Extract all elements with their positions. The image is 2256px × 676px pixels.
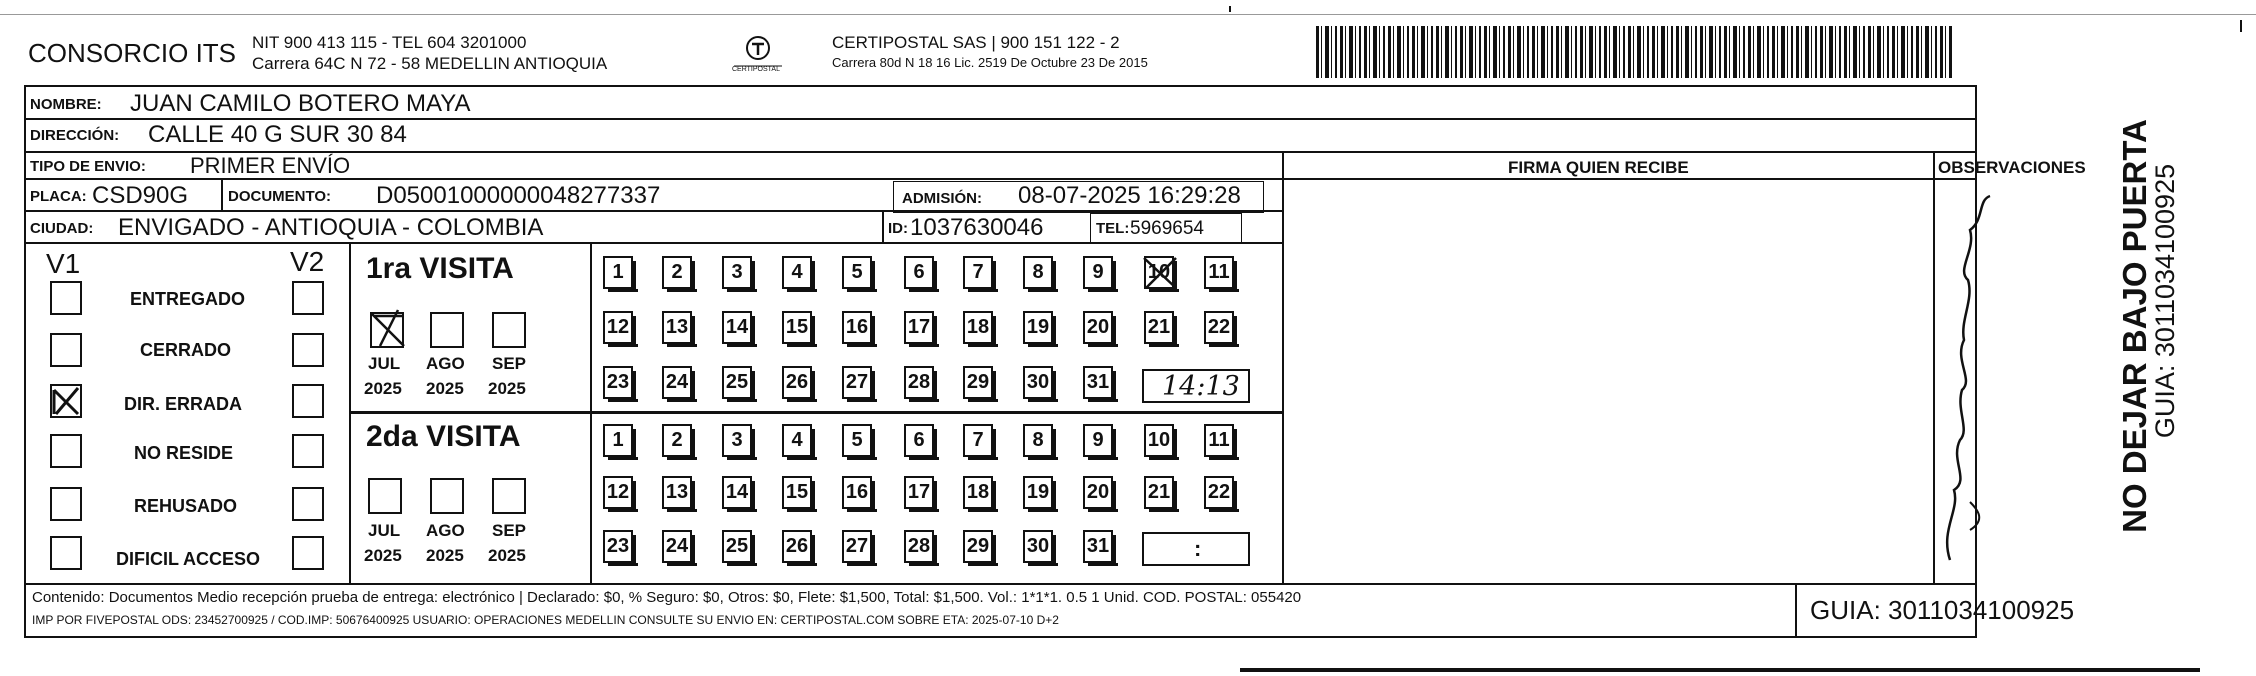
status-label: REHUSADO: [134, 496, 238, 516]
year-label: 2025: [426, 379, 464, 398]
top-edge: [0, 14, 2256, 15]
v2-checkbox[interactable]: [292, 384, 324, 418]
year-label: 2025: [488, 546, 526, 565]
first-visit-day-box[interactable]: 21: [1144, 311, 1174, 344]
bottom-edge: [1240, 668, 2200, 672]
second-visit-day-box[interactable]: 4: [782, 424, 812, 457]
first-visit-day-box[interactable]: 20: [1083, 311, 1113, 344]
month-label: AGO: [426, 521, 465, 540]
second-visit-day-box[interactable]: 21: [1144, 476, 1174, 509]
first-visit-day-box[interactable]: 19: [1023, 311, 1053, 344]
month-checkbox[interactable]: [430, 312, 464, 348]
ciudad-label: CIUDAD:: [30, 220, 94, 237]
second-visit-day-box[interactable]: 5: [842, 424, 872, 457]
first-visit-day-box[interactable]: 1: [603, 256, 633, 289]
second-visit-day-box[interactable]: 22: [1204, 476, 1234, 509]
first-visit-day-box[interactable]: 25: [722, 366, 752, 399]
first-visit-time: 14:13: [1162, 371, 1240, 402]
second-visit-day-box[interactable]: 27: [842, 530, 872, 563]
first-visit-day-box[interactable]: 3: [722, 256, 752, 289]
second-visit-day-box[interactable]: 12: [603, 476, 633, 509]
v2-header: V2: [290, 246, 325, 277]
first-visit-day-box[interactable]: 5: [842, 256, 872, 289]
certipostal-line: CERTIPOSTAL SAS | 900 151 122 - 2: [832, 33, 1120, 52]
second-visit-day-box[interactable]: 6: [904, 424, 934, 457]
second-visit-day-box[interactable]: 24: [662, 530, 692, 563]
second-visit-day-box[interactable]: 20: [1083, 476, 1113, 509]
second-visit-day-box[interactable]: 7: [963, 424, 993, 457]
contenido-text: Contenido: Documentos Medio recepción prueba de entrega: electrónico | Declarado: $0, % Seguro: $0, Otros: $0, Flete: $1,500, Total: $1,500. Vol.: 1*1*1. 0.5 1 Unid. COD. POSTAL: 055420: [32, 589, 1302, 606]
check-mark-icon: [1140, 252, 1180, 292]
first-visit-time-box[interactable]: [1142, 369, 1250, 403]
v2-checkbox[interactable]: [292, 434, 324, 468]
status-label: DIFICIL ACCESO: [116, 549, 261, 569]
status-label: CERRADO: [140, 340, 232, 360]
second-visit-day-box[interactable]: 3: [722, 424, 752, 457]
first-visit-day-box[interactable]: 2: [662, 256, 692, 289]
first-visit-day-box[interactable]: 8: [1023, 256, 1053, 289]
first-visit-day-box[interactable]: 6: [904, 256, 934, 289]
id-value: 1037630046: [910, 214, 1044, 241]
second-visit-day-box[interactable]: 14: [722, 476, 752, 509]
first-visit-day-box[interactable]: 30: [1023, 366, 1053, 399]
no-dejar-text: NO DEJAR BAJO PUERTA: [2116, 119, 2153, 533]
second-visit-day-box[interactable]: 23: [603, 530, 633, 563]
year-label: 2025: [364, 379, 402, 398]
second-visit-day-box[interactable]: 26: [782, 530, 812, 563]
v1-checkbox[interactable]: [50, 434, 82, 468]
observaciones-signature: [1930, 190, 2000, 570]
documento-value: D05001000000048277337: [376, 182, 661, 209]
year-label: 2025: [426, 546, 464, 565]
second-visit-time-box[interactable]: [1142, 532, 1250, 566]
right-mark: [2240, 20, 2242, 32]
second-visit-day-box[interactable]: 9: [1083, 424, 1113, 457]
certipostal-logo: CERTIPOSTAL: [730, 34, 786, 76]
mark: [1229, 6, 1231, 12]
tipo-value: PRIMER ENVÍO: [190, 153, 351, 178]
v1-header: V1: [46, 248, 81, 279]
nombre-label: NOMBRE:: [30, 96, 102, 113]
certipostal-address: Carrera 80d N 18 16 Lic. 2519 De Octubre 23 De 2015: [832, 55, 1148, 70]
second-visit-day-box[interactable]: 19: [1023, 476, 1053, 509]
month-checkbox[interactable]: [368, 478, 402, 514]
second-visit-day-box[interactable]: 30: [1023, 530, 1053, 563]
month-checkbox[interactable]: [492, 478, 526, 514]
second-visit-day-box[interactable]: 17: [904, 476, 934, 509]
first-visit-day-box[interactable]: 17: [904, 311, 934, 344]
month-label: SEP: [492, 354, 527, 373]
first-visit-day-box[interactable]: 29: [963, 366, 993, 399]
month-label: JUL: [368, 521, 401, 540]
month-checkbox-checked[interactable]: [370, 312, 404, 348]
observaciones-header: OBSERVACIONES: [1938, 158, 2086, 177]
nombre-value: JUAN CAMILO BOTERO MAYA: [130, 90, 471, 117]
check-mark-icon: [368, 306, 408, 346]
direccion-label: DIRECCIÓN:: [30, 127, 120, 144]
first-visit-day-box[interactable]: 14: [722, 311, 752, 344]
second-visit-day-box[interactable]: 8: [1023, 424, 1053, 457]
v2-checkbox[interactable]: [292, 536, 324, 570]
ciudad-value: ENVIGADO - ANTIOQUIA - COLOMBIA: [118, 214, 544, 241]
direccion-value: CALLE 40 G SUR 30 84: [148, 121, 407, 148]
v1-checkbox[interactable]: [50, 333, 82, 367]
status-label: DIR. ERRADA: [124, 394, 243, 414]
second-visit-day-box[interactable]: 31: [1083, 530, 1113, 563]
month-checkbox[interactable]: [430, 478, 464, 514]
first-visit-day-box[interactable]: 16: [842, 311, 872, 344]
v1-checkbox[interactable]: [50, 281, 82, 315]
admision-label: ADMISIÓN:: [902, 190, 982, 207]
second-visit-day-box[interactable]: 16: [842, 476, 872, 509]
first-visit-day-box[interactable]: 23: [603, 366, 633, 399]
first-visit-day-box[interactable]: 4: [782, 256, 812, 289]
side-guia-text: GUIA: 3011034100925: [2150, 163, 2180, 439]
second-visit-day-box[interactable]: 10: [1144, 424, 1174, 457]
imp-text: IMP POR FIVEPOSTAL ODS: 23452700925 / COD.IMP: 50676400925 USUARIO: OPERACIONES MEDELLIN CONSULTE SU ENVIO EN: CERTIPOSTAL.COM SOBRE ETA: 2025-07-10 D+2: [32, 613, 1059, 627]
second-visit-day-box[interactable]: 11: [1204, 424, 1234, 457]
first-visit-day-box[interactable]: 24: [662, 366, 692, 399]
v2-checkbox[interactable]: [292, 487, 324, 521]
first-visit-day-box[interactable]: 31: [1083, 366, 1113, 399]
admision-value: 08-07-2025 16:29:28: [1018, 182, 1241, 209]
tipo-label: TIPO DE ENVIO:: [30, 158, 146, 175]
firma-header: FIRMA QUIEN RECIBE: [1508, 158, 1689, 177]
v1-checkbox[interactable]: [50, 487, 82, 521]
second-visit-time: :: [1194, 536, 1202, 561]
nit-line: NIT 900 413 115 - TEL 604 3201000: [252, 33, 527, 52]
check-mark-icon: [50, 384, 82, 418]
month-checkbox[interactable]: [492, 312, 526, 348]
first-visit-day-box[interactable]: 26: [782, 366, 812, 399]
guia-footer: GUIA: 3011034100925: [1810, 595, 2075, 625]
second-visit-day-box[interactable]: 1: [603, 424, 633, 457]
second-visit-day-box[interactable]: 28: [904, 530, 934, 563]
second-visit-title: 2da VISITA: [366, 420, 521, 453]
first-visit-day-box[interactable]: 13: [662, 311, 692, 344]
first-visit-day-box[interactable]: 11: [1204, 256, 1234, 289]
id-label: ID:: [888, 220, 908, 237]
second-visit-day-box[interactable]: 13: [662, 476, 692, 509]
company-address: Carrera 64C N 72 - 58 MEDELLIN ANTIOQUIA: [252, 54, 608, 73]
second-visit-day-box[interactable]: 2: [662, 424, 692, 457]
second-visit-day-box[interactable]: 15: [782, 476, 812, 509]
first-visit-day-box[interactable]: 27: [842, 366, 872, 399]
v2-checkbox[interactable]: [292, 281, 324, 315]
status-label: NO RESIDE: [134, 443, 234, 463]
first-visit-day-box[interactable]: 7: [963, 256, 993, 289]
v2-checkbox[interactable]: [292, 333, 324, 367]
tel-value: 5969654: [1130, 218, 1204, 239]
second-visit-day-box[interactable]: 18: [963, 476, 993, 509]
status-label: ENTREGADO: [130, 289, 246, 309]
v1-checkbox-checked[interactable]: [50, 384, 82, 418]
first-visit-title: 1ra VISITA: [366, 252, 514, 285]
second-visit-day-box[interactable]: 29: [963, 530, 993, 563]
first-visit-day-box[interactable]: 18: [963, 311, 993, 344]
month-label: JUL: [368, 354, 401, 373]
tel-label: TEL:: [1096, 220, 1130, 237]
placa-label: PLACA:: [30, 188, 87, 205]
first-visit-day-box[interactable]: 15: [782, 311, 812, 344]
first-visit-day-box[interactable]: 28: [904, 366, 934, 399]
placa-value: CSD90G: [92, 182, 189, 209]
first-visit-day-box[interactable]: 22: [1204, 311, 1234, 344]
first-visit-day-box[interactable]: 12: [603, 311, 633, 344]
year-label: 2025: [364, 546, 402, 565]
v1-checkbox[interactable]: [50, 536, 82, 570]
barcode: [1316, 26, 1952, 78]
month-label: AGO: [426, 354, 465, 373]
first-visit-day-box-checked[interactable]: 10: [1144, 256, 1174, 289]
year-label: 2025: [488, 379, 526, 398]
month-label: SEP: [492, 521, 527, 540]
company-name: CONSORCIO ITS: [28, 38, 237, 68]
first-visit-day-box[interactable]: 9: [1083, 256, 1113, 289]
second-visit-day-box[interactable]: 25: [722, 530, 752, 563]
documento-label: DOCUMENTO:: [228, 188, 332, 205]
